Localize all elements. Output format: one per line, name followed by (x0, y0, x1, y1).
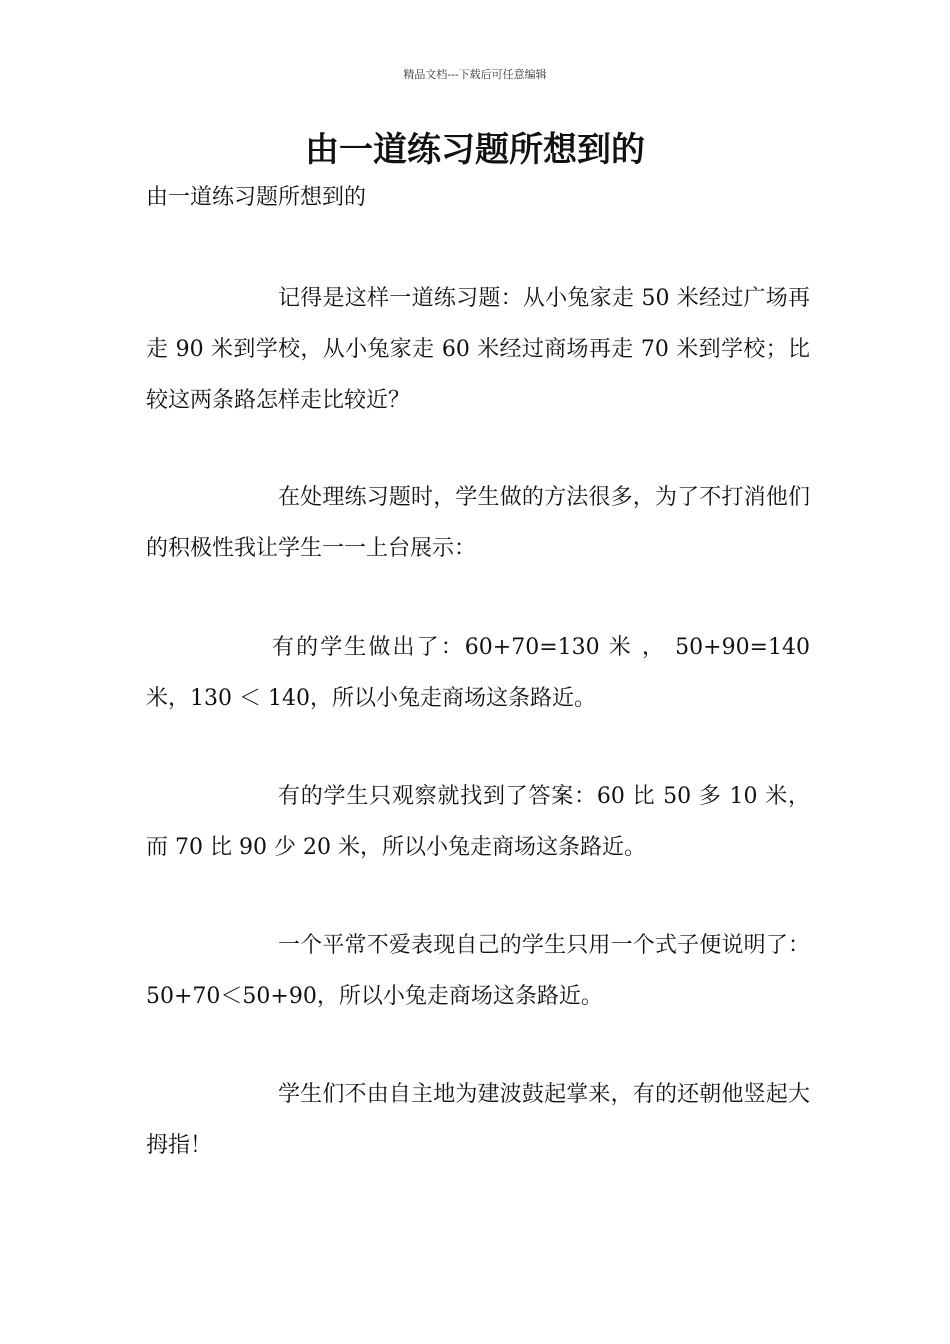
paragraph-applause: 学生们不由自主地为建波鼓起掌来，有的还朝他竖起大拇指！ (146, 1082, 810, 1158)
paragraph-methods-intro: 在处理练习题时，学生做的方法很多，为了不打消他们的积极性我让学生一一上台展示： (146, 485, 810, 561)
page-header-note: 精品文档---下载后可任意编辑 (403, 68, 547, 81)
document-title: 由一道练习题所想到的 (305, 130, 645, 170)
paragraph-method-calculation: 有的学生做出了：60+70=130 米 ， 50+90=140 米，130 ＜ 140，所以小兔走商场这条路近。 (146, 635, 810, 711)
paragraph-problem: 记得是这样一道练习题：从小兔家走 50 米经过广场再走 90 米到学校，从小兔家走 60 米经过商场再走 70 米到学校；比较这两条路怎样走比较近？ (146, 286, 810, 413)
paragraph-method-observation: 有的学生只观察就找到了答案：60 比 50 多 10 米，而 70 比 90 少 20 米，所以小兔走商场这条路近。 (146, 784, 810, 860)
document-subtitle: 由一道练习题所想到的 (146, 185, 367, 210)
paragraph-method-single-expression: 一个平常不爱表现自己的学生只用一个式子便说明了：50+70＜50+90，所以小兔走商场这条路近。 (146, 933, 810, 1009)
